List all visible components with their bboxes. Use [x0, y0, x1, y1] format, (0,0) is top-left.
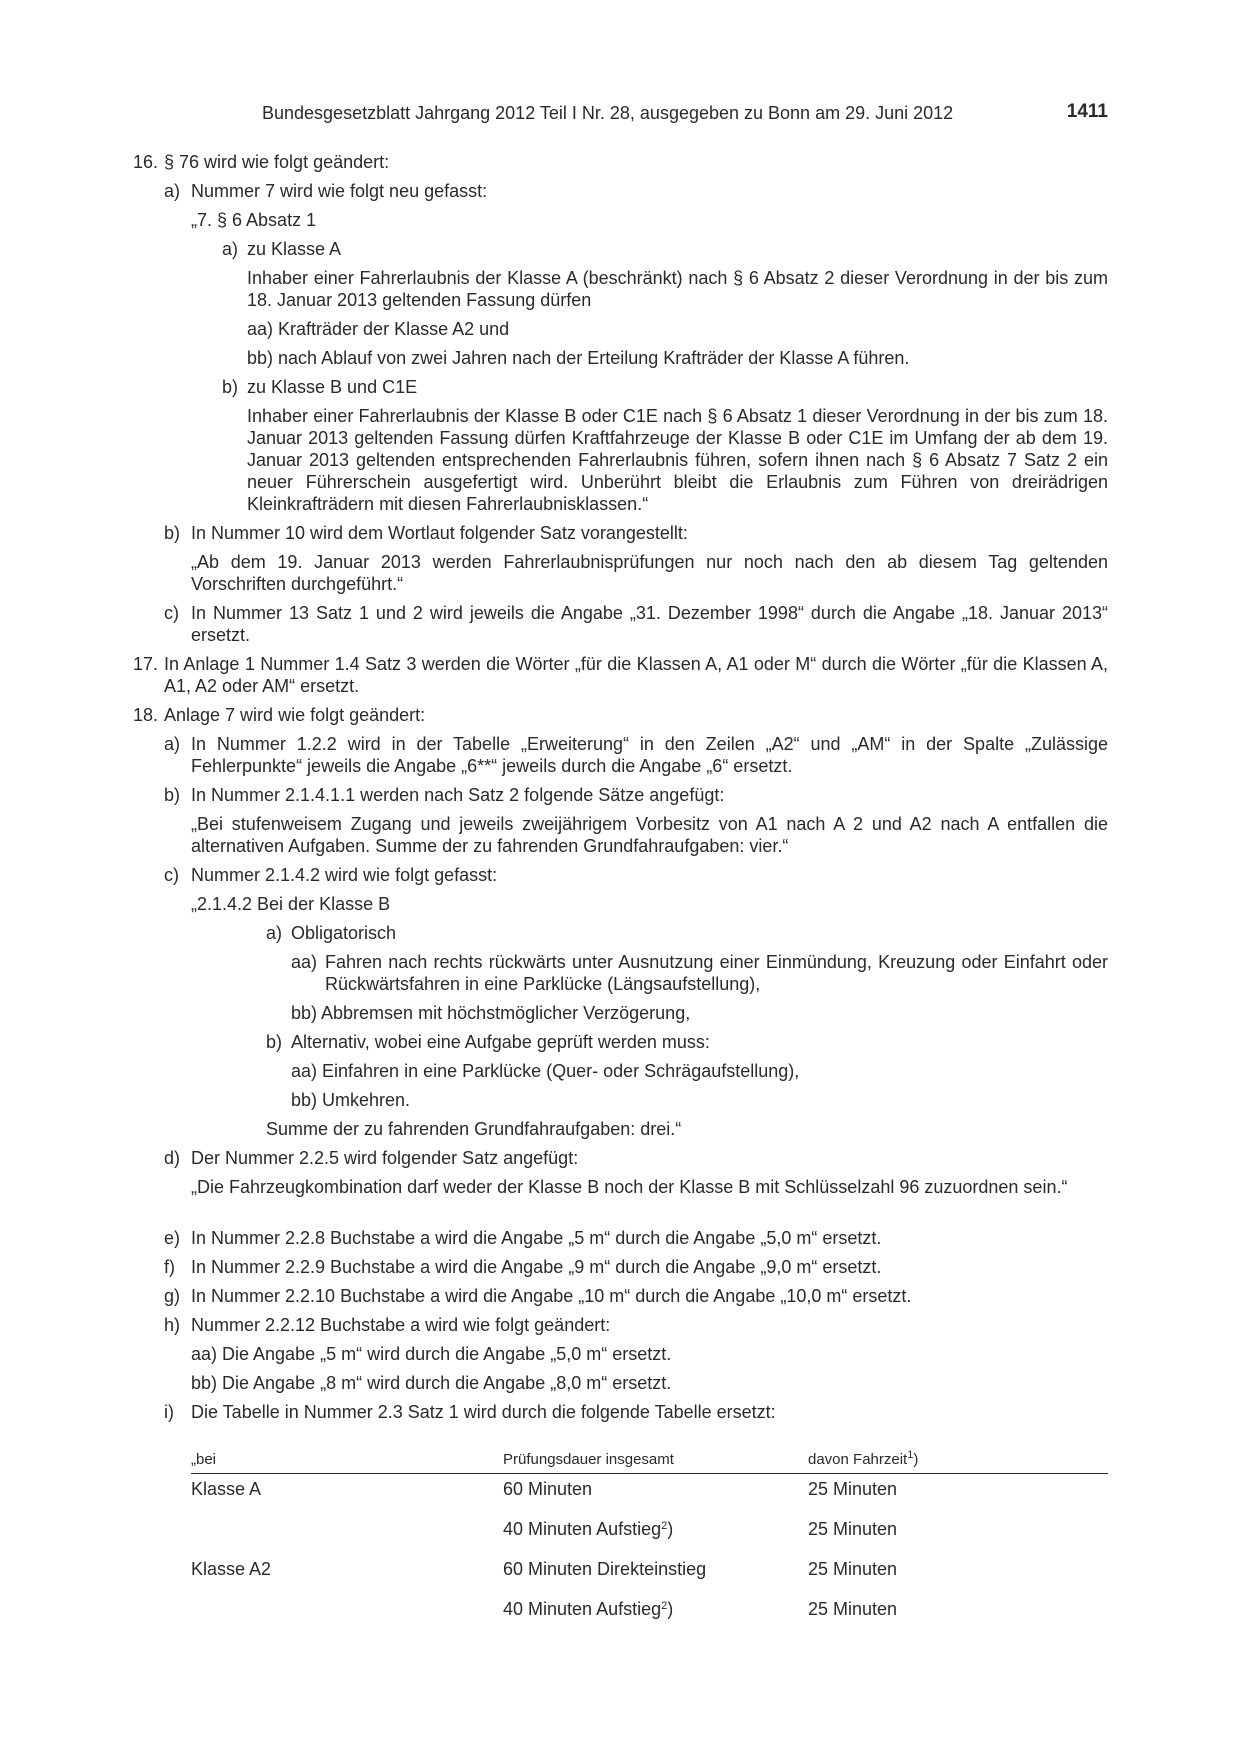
item-letter: a)	[164, 734, 181, 754]
sub-item: bb) Umkehren.	[291, 1090, 411, 1110]
table-header: davon Fahrzeit$^1$)	[808, 1449, 919, 1468]
table-cell: Klasse A	[191, 1479, 262, 1499]
table-cell: 40 Minuten Aufstieg$^2$)	[503, 1519, 674, 1539]
table-cell: 40 Minuten Aufstieg$^2$)	[503, 1599, 674, 1619]
item-text: Alternativ, wobei eine Aufgabe geprüft werden muss:	[291, 1032, 710, 1052]
page-header	[262, 102, 1108, 126]
running-title: Bundesgesetzblatt Jahrgang 2012 Teil I Nr. 28, ausgegeben zu Bonn am 29. Juni 2012	[262, 103, 954, 123]
table-cell: 25 Minuten	[808, 1519, 898, 1539]
item-text: zu Klasse B und C1E	[247, 377, 418, 397]
item-letter: d)	[164, 1148, 181, 1168]
table-rule	[191, 1473, 1108, 1474]
item-number: 17.	[133, 654, 159, 674]
item-letter: b)	[222, 377, 239, 397]
paragraph: Inhaber einer Fahrerlaubnis der Klasse B oder C1E nach § 6 Absatz 1 dieser Verordnung in der bis zum 18. Januar 2013 geltenden Fassung dürfen Kraftfahrzeuge der Klasse B oder C1E im Umfang der ab dem 19. Januar 2013 geltenden entsprechenden Fahrerlaubnis führen, sofern ihnen nach § 6 Absatz 7 Satz 2 ein neuer Führerschein ausgefertigt wird. Unberührt bleibt die Erlaubnis zum Führen von dreirädrigen Kleinkrafträdern mit diesen Fahrerlaubnisklassen.“	[247, 406, 1108, 514]
table-cell: 60 Minuten	[503, 1479, 593, 1499]
paragraph: Inhaber einer Fahrerlaubnis der Klasse A (beschränkt) nach § 6 Absatz 2 dieser Verordnung in der bis zum 18. Januar 2013 geltenden Fassung dürfen	[247, 268, 1108, 310]
sub-item: Fahren nach rechts rückwärts unter Ausnutzung einer Einmündung, Kreuzung oder Einfahrt oder Rückwärtsfahren in eine Parklücke (Längsaufstellung),	[325, 952, 1108, 994]
item-letter: b)	[266, 1032, 283, 1052]
sub-item-label: aa)	[291, 952, 318, 972]
item-letter: f)	[164, 1257, 175, 1277]
quote-text: „7. § 6 Absatz 1	[191, 210, 317, 230]
item-letter: i)	[164, 1402, 174, 1422]
item-number: 18.	[133, 705, 159, 725]
item-letter: a)	[222, 239, 239, 259]
item-text: In Nummer 1.2.2 wird in der Tabelle „Erweiterung“ in den Zeilen „A2“ und „AM“ in der Spalte „Zulässige Fehlerpunkte“ jeweils die Angabe „6**“ jeweils durch die Angabe „6“ ersetzt.	[191, 734, 1108, 776]
item-text: In Nummer 2.2.8 Buchstabe a wird die Angabe „5 m“ durch die Angabe „5,0 m“ ersetzt.	[191, 1228, 882, 1248]
quote-text: „Die Fahrzeugkombination darf weder der Klasse B noch der Klasse B mit Schlüsselzahl 96 zuzuordnen sein.“	[191, 1177, 1068, 1197]
quote-text: „Bei stufenweisem Zugang und jeweils zweijährigem Vorbesitz von A1 nach A 2 und A2 nach A entfallen die alternativen Aufgaben. Summe der zu fahrenden Grundfahraufgaben: vier.“	[191, 814, 1108, 856]
sub-item: aa) Einfahren in eine Parklücke (Quer- oder Schrägaufstellung),	[291, 1061, 800, 1081]
item-text: zu Klasse A	[247, 239, 342, 259]
item-text: Anlage 7 wird wie folgt geändert:	[164, 705, 426, 725]
table-header: „bei	[191, 1451, 217, 1468]
table-cell: 25 Minuten	[808, 1599, 898, 1619]
item-number: 16.	[133, 152, 159, 172]
item-letter: h)	[164, 1315, 181, 1335]
item-letter: b)	[164, 523, 181, 543]
item-text: Der Nummer 2.2.5 wird folgender Satz angefügt:	[191, 1148, 579, 1168]
quote-text: Summe der zu fahrenden Grundfahraufgaben: drei.“	[266, 1119, 682, 1139]
table-cell: 60 Minuten Direkteinstieg	[503, 1559, 707, 1579]
item-letter: a)	[266, 923, 283, 943]
item-text: Nummer 2.1.4.2 wird wie folgt gefasst:	[191, 865, 498, 885]
table-cell: Klasse A2	[191, 1559, 272, 1579]
item-letter: c)	[164, 865, 179, 885]
item-letter: c)	[164, 603, 179, 623]
table-header: Prüfungsdauer insgesamt	[503, 1451, 674, 1468]
item-text: § 76 wird wie folgt geändert:	[164, 152, 390, 172]
item-letter: e)	[164, 1228, 181, 1248]
table-cell: 25 Minuten	[808, 1479, 898, 1499]
item-text: Nummer 7 wird wie folgt neu gefasst:	[191, 181, 488, 201]
quote-text: „Ab dem 19. Januar 2013 werden Fahrerlaubnisprüfungen nur noch nach den ab diesem Tag geltenden Vorschriften durchgeführt.“	[191, 552, 1108, 594]
item-text: In Nummer 2.1.4.1.1 werden nach Satz 2 folgende Sätze angefügt:	[191, 785, 725, 805]
item-letter: g)	[164, 1286, 181, 1306]
quote-text: „2.1.4.2 Bei der Klasse B	[191, 894, 391, 914]
item-text: Die Tabelle in Nummer 2.3 Satz 1 wird durch die folgende Tabelle ersetzt:	[191, 1402, 776, 1422]
item-letter: a)	[164, 181, 181, 201]
sub-item: bb) Die Angabe „8 m“ wird durch die Angabe „8,0 m“ ersetzt.	[191, 1373, 672, 1393]
sub-item: aa) Krafträder der Klasse A2 und	[247, 319, 510, 339]
item-text: In Anlage 1 Nummer 1.4 Satz 3 werden die Wörter „für die Klassen A, A1 oder M“ durch die Wörter „für die Klassen A, A1, A2 oder AM“ ersetzt.	[164, 654, 1108, 696]
table-cell: 25 Minuten	[808, 1559, 898, 1579]
sub-item: bb) Abbremsen mit höchstmöglicher Verzögerung,	[291, 1003, 691, 1023]
sub-item: aa) Die Angabe „5 m“ wird durch die Angabe „5,0 m“ ersetzt.	[191, 1344, 672, 1364]
item-text: In Nummer 10 wird dem Wortlaut folgender Satz vorangestellt:	[191, 523, 688, 543]
item-letter: b)	[164, 785, 181, 805]
item-text: Nummer 2.2.12 Buchstabe a wird wie folgt geändert:	[191, 1315, 611, 1335]
item-text: In Nummer 2.2.9 Buchstabe a wird die Angabe „9 m“ durch die Angabe „9,0 m“ ersetzt.	[191, 1257, 882, 1277]
item-text: In Nummer 2.2.10 Buchstabe a wird die Angabe „10 m“ durch die Angabe „10,0 m“ ersetzt.	[191, 1286, 912, 1306]
item-text: In Nummer 13 Satz 1 und 2 wird jeweils die Angabe „31. Dezember 1998“ durch die Angabe „18. Januar 2013“ ersetzt.	[191, 603, 1108, 645]
item-text: Obligatorisch	[291, 923, 397, 943]
page-number: 1411	[1066, 101, 1108, 122]
sub-item: bb) nach Ablauf von zwei Jahren nach der Erteilung Krafträder der Klasse A führen.	[247, 348, 910, 368]
